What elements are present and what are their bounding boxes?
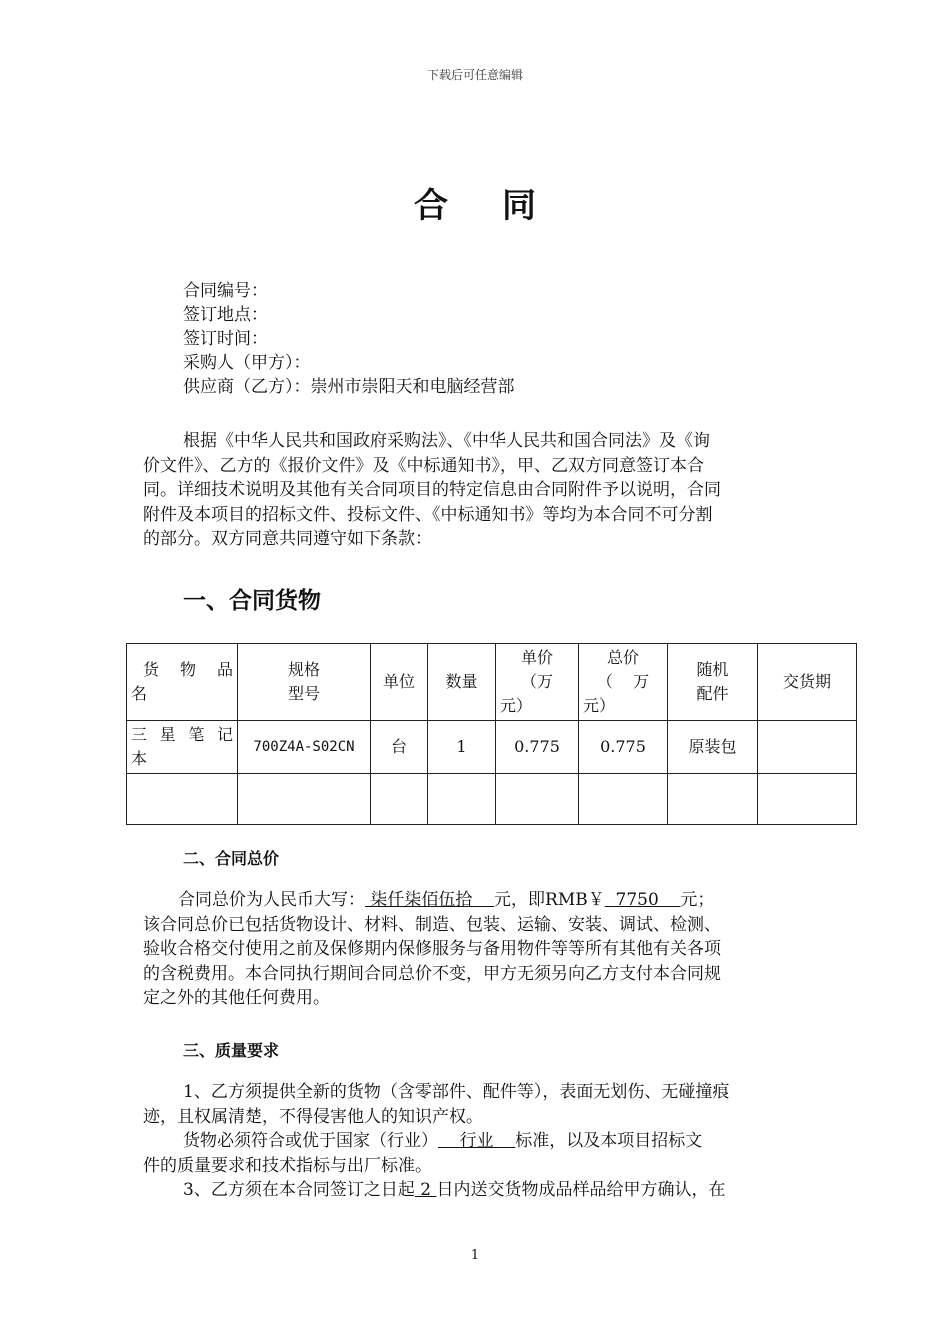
cell-accessories: 原装包 <box>668 721 758 774</box>
empty-cell <box>496 774 579 825</box>
header-qty: 数量 <box>428 644 496 721</box>
quality-line: 1、乙方须提供全新的货物（含零部件、配件等），表面无划伤、无碰撞痕 <box>183 1082 730 1102</box>
total-clause-line: 合同总价为人民币大写： 柒仟柒佰伍拾 元，即RMB￥ 7750 元； <box>178 890 715 910</box>
intro-line: 同。详细技术说明及其他有关合同项目的特定信息由合同附件予以说明，合同 <box>143 480 721 500</box>
cell-unit-price: 0.775 <box>496 721 579 774</box>
intro-paragraph <box>143 429 807 552</box>
supplier-label: 供应商（乙方）：崇州市崇阳天和电脑经营部 <box>183 377 515 397</box>
intro-line: 的部分。双方同意共同遵守如下条款： <box>143 529 432 549</box>
header-goods-name: 货 物 品 名 <box>127 644 238 721</box>
quality-line: 件的质量要求和技术指标与出厂标准。 <box>143 1155 432 1176</box>
empty-cell <box>758 774 857 825</box>
document-title <box>0 178 950 227</box>
total-clause-line: 的含税费用。本合同执行期间合同总价不变，甲方无须另向乙方支付本合同规 <box>143 963 721 984</box>
total-clause-line: 该合同总价已包括货物设计、材料、制造、包装、运输、安装、调试、检测、 <box>143 914 721 935</box>
sign-time-label: 签订时间： <box>183 329 268 349</box>
goods-table <box>126 643 857 825</box>
section-heading-total: 二、合同总价 <box>183 849 280 868</box>
intro-line: 附件及本项目的招标文件、投标文件、《中标通知书》等均为本合同不可分割 <box>143 504 713 525</box>
total-clause-line: 定之外的其他任何费用。 <box>143 988 330 1008</box>
total-clause-line: 验收合格交付使用之前及保修期内保修服务与备用物件等等所有其他有关各项 <box>143 939 721 959</box>
section-heading-goods: 一、合同货物 <box>183 588 321 614</box>
cell-goods-name: 三 星 笔 记 本 <box>127 721 238 774</box>
cell-delivery <box>758 721 857 774</box>
header-delivery: 交货期 <box>758 644 857 721</box>
header-unit-price: 单价 （万 元） <box>496 644 579 721</box>
empty-cell <box>238 774 371 825</box>
amount-in-numbers: 7750 <box>604 890 681 910</box>
industry-standard-fill: 行业 <box>438 1131 516 1151</box>
quality-line: 3、乙方须在本合同签订之日起 2 日内送交货物成品样品给甲方确认，在 <box>183 1180 726 1200</box>
title-char-1: 合 <box>414 186 448 226</box>
intro-line: 根据《中华人民共和国政府采购法》、《中华人民共和国合同法》及《询 <box>183 431 710 451</box>
buyer-label: 采购人（甲方）： <box>183 353 311 373</box>
empty-cell <box>668 774 758 825</box>
header-spec: 规格 型号 <box>238 644 371 721</box>
empty-cell <box>127 774 238 825</box>
meta-block <box>183 279 515 399</box>
total-clause <box>143 888 807 1011</box>
quality-line: 迹，且权属清楚，不得侵害他人的知识产权。 <box>143 1106 483 1127</box>
cell-unit: 台 <box>371 721 428 774</box>
quality-clause <box>143 1080 807 1203</box>
table-header-row <box>127 644 857 721</box>
empty-cell <box>428 774 496 825</box>
quality-line: 货物必须符合或优于国家（行业） 行业 标准，以及本项目招标文 <box>183 1131 703 1151</box>
table-row <box>127 774 857 825</box>
cell-qty: 1 <box>428 721 496 774</box>
header-total-price: 总价 （ 万 元） <box>579 644 668 721</box>
intro-line: 价文件》、乙方的《报价文件》及《中标通知书》，甲、乙双方同意签订本合 <box>143 455 704 476</box>
header-unit: 单位 <box>371 644 428 721</box>
sign-place-label: 签订地点： <box>183 305 268 325</box>
amount-in-words: 柒仟柒佰伍拾 <box>365 890 495 910</box>
table-row <box>127 721 857 774</box>
days-fill: 2 <box>414 1180 437 1200</box>
page-number: 1 <box>470 1248 480 1263</box>
contract-number-label: 合同编号： <box>183 281 268 301</box>
empty-cell <box>579 774 668 825</box>
empty-cell <box>371 774 428 825</box>
cell-total-price: 0.775 <box>579 721 668 774</box>
header-note: 下载后可任意编辑 <box>426 68 523 82</box>
title-char-2: 同 <box>502 186 536 226</box>
cell-spec: 700Z4A-S02CN <box>238 721 371 774</box>
header-accessories: 随机 配件 <box>668 644 758 721</box>
section-heading-quality: 三、质量要求 <box>183 1041 280 1060</box>
